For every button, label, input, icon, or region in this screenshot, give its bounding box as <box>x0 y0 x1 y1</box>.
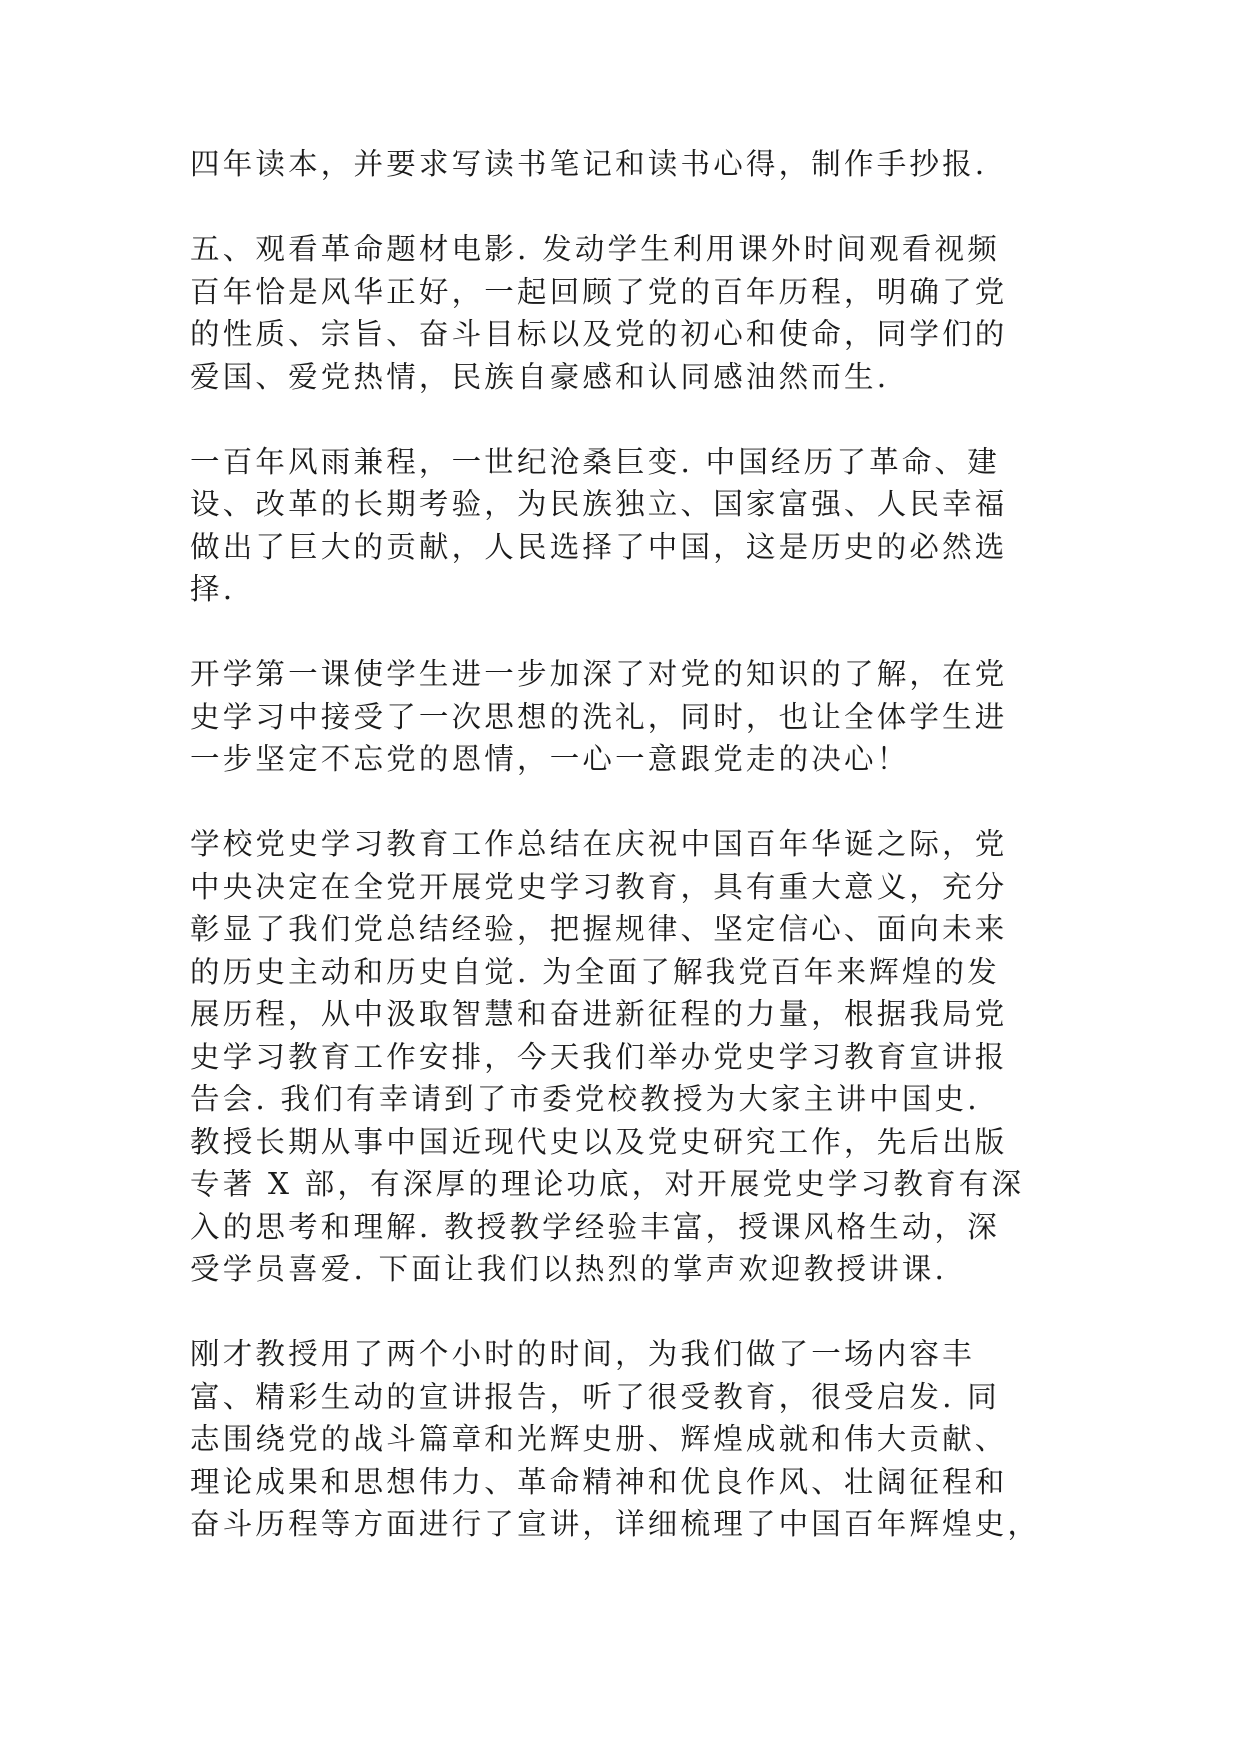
text-line: 教授长期从事中国近现代史以及党史研究工作，先后出版 <box>190 1124 1008 1159</box>
paragraph <box>190 441 1050 611</box>
text-line: 做出了巨大的贡献，人民选择了中国，这是历史的必然选 <box>190 529 1008 564</box>
text-line: 的历史主动和历史自觉. 为全面了解我党百年来辉煌的发 <box>190 954 1000 989</box>
text-line: 设、改革的长期考验，为民族独立、国家富强、人民幸福 <box>190 487 1008 521</box>
text-line: 百年恰是风华正好，一起回顾了党的百年历程，明确了党 <box>190 274 1008 309</box>
text-line: 告会. 我们有幸请到了市委党校教授为大家主讲中国史. <box>190 1082 980 1116</box>
paragraph <box>190 228 1050 398</box>
paragraph <box>190 823 1050 1291</box>
document-body <box>190 143 1050 1588</box>
paragraph <box>190 653 1050 781</box>
text-line: 理论成果和思想伟力、革命精神和优良作风、壮阔征程和 <box>190 1464 1008 1499</box>
text-line: 五、观看革命题材电影. 发动学生利用课外时间观看视频 <box>190 232 1000 266</box>
text-line: 史学习教育工作安排，今天我们举办党史学习教育宣讲报 <box>190 1039 1008 1074</box>
text-line: 中央决定在全党开展党史学习教育，具有重大意义，充分 <box>190 869 1008 904</box>
text-line: 史学习中接受了一次思想的洗礼，同时，也让全体学生进 <box>190 699 1008 734</box>
text-line: 受学员喜爱. 下面让我们以热烈的掌声欢迎教授讲课. <box>190 1252 948 1286</box>
text-line: 一百年风雨兼程，一世纪沧桑巨变. 中国经历了革命、建 <box>190 444 1000 479</box>
text-line: 择. <box>190 572 236 606</box>
text-line: 展历程，从中汲取智慧和奋进新征程的力量，根据我局党 <box>190 997 1008 1031</box>
paragraph <box>190 1333 1050 1546</box>
paragraph <box>190 143 1050 186</box>
text-line: 爱国、爱党热情，民族自豪感和认同感油然而生. <box>190 359 890 394</box>
text-line: 彰显了我们党总结经验，把握规律、坚定信心、面向未来 <box>190 912 1008 946</box>
text-line: 富、精彩生动的宣讲报告，听了很受教育，很受启发. 同 <box>190 1379 1000 1414</box>
text-line: 学校党史学习教育工作总结在庆祝中国百年华诞之际，党 <box>190 827 1008 861</box>
text-line: 刚才教授用了两个小时的时间，为我们做了一场内容丰 <box>190 1337 975 1371</box>
text-line: 志围绕党的战斗篇章和光辉史册、辉煌成就和伟大贡献、 <box>190 1422 1008 1456</box>
text-line: 一步坚定不忘党的恩情，一心一意跟党走的决心！ <box>190 742 910 776</box>
text-line: 开学第一课使学生进一步加深了对党的知识的了解，在党 <box>190 657 1008 691</box>
text-line: 奋斗历程等方面进行了宣讲，详细梳理了中国百年辉煌史， <box>190 1507 1041 1541</box>
text-line: 四年读本，并要求写读书笔记和读书心得，制作手抄报. <box>190 147 988 181</box>
text-line: 的性质、宗旨、奋斗目标以及党的初心和使命，同学们的 <box>190 317 1008 351</box>
text-line: 入的思考和理解. 教授教学经验丰富，授课风格生动，深 <box>190 1209 1000 1244</box>
text-line: 专著 X 部，有深厚的理论功底，对开展党史学习教育有深 <box>190 1167 1025 1201</box>
